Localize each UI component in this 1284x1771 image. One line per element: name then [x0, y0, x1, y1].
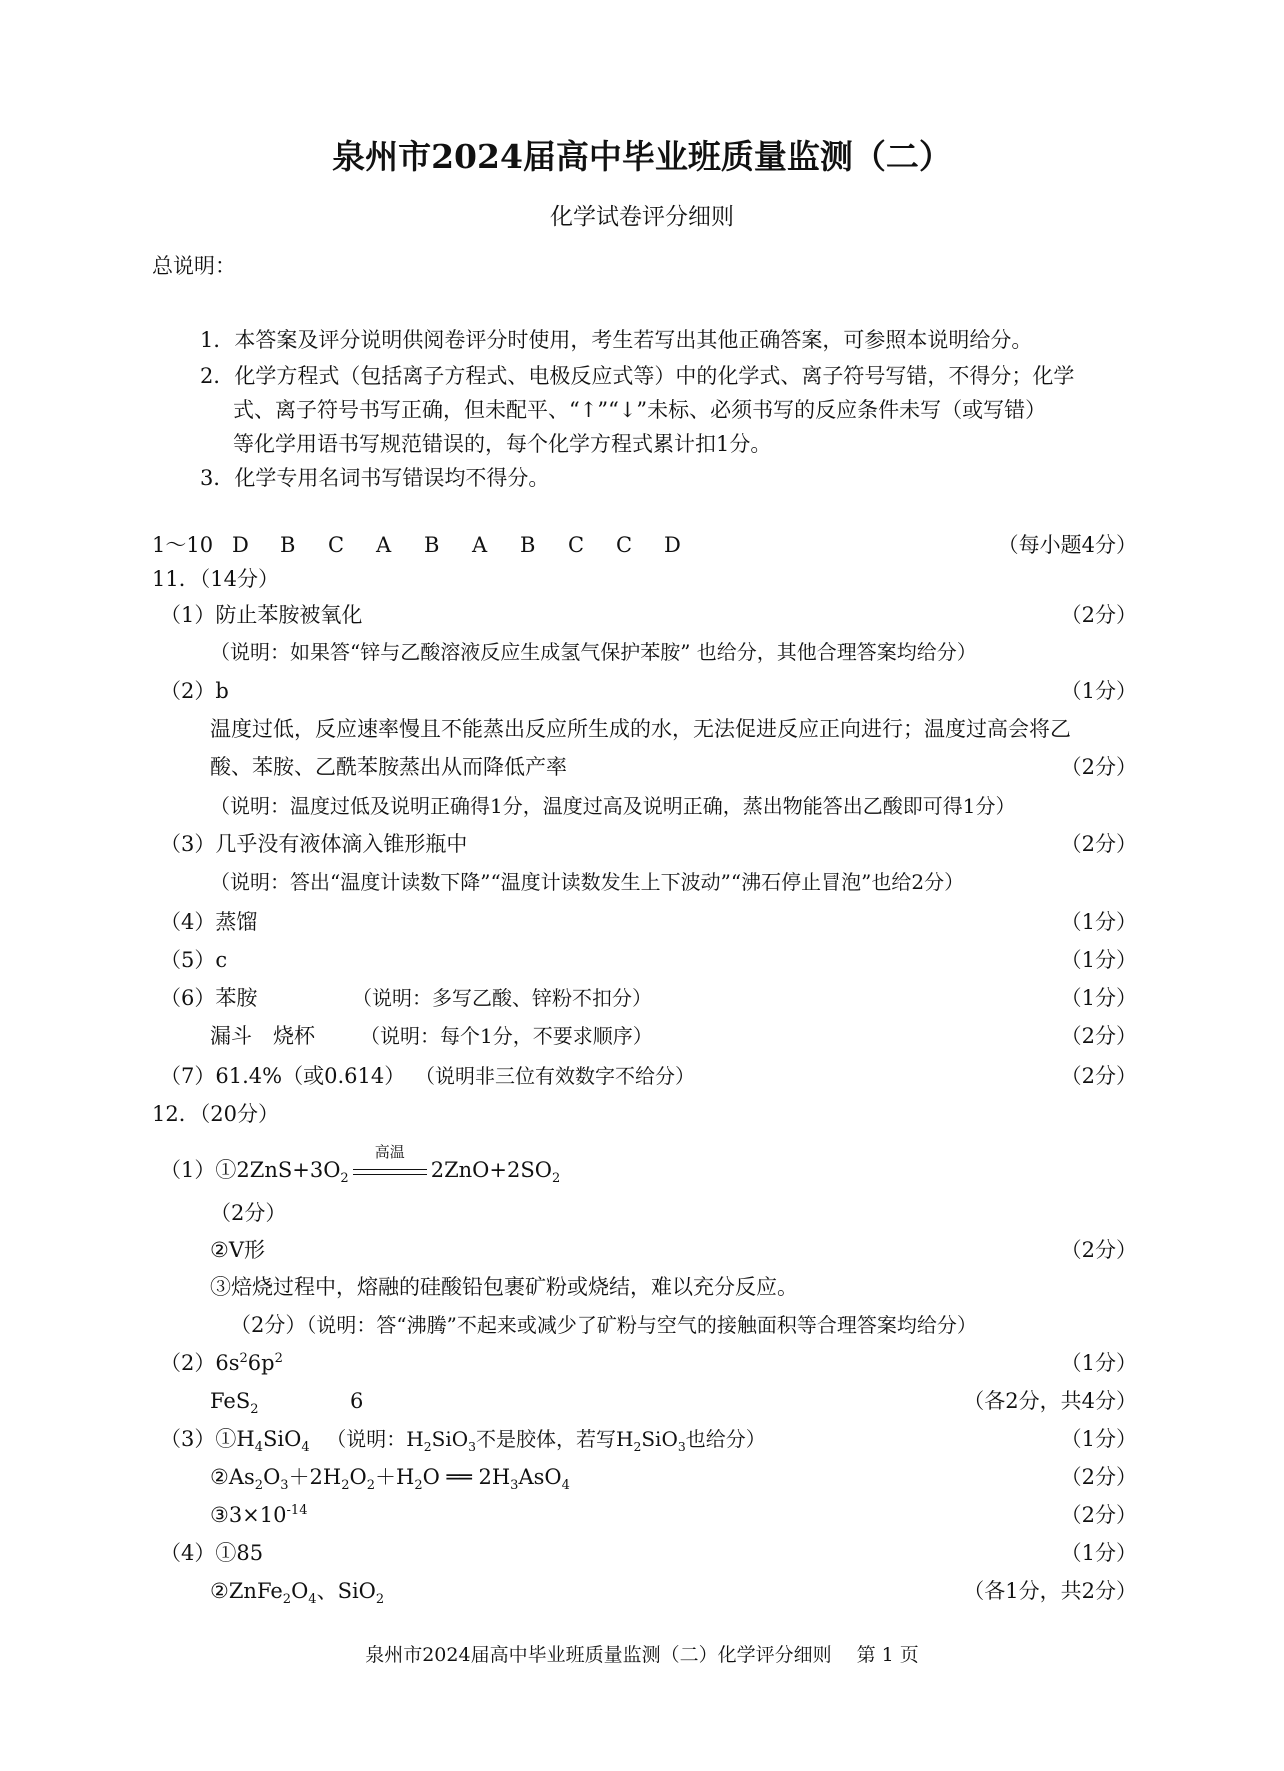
q12-4-a-answer: ①85 [215, 1541, 264, 1565]
q11-3-num: （3） [160, 832, 216, 856]
formula-h: ①H [215, 1427, 255, 1451]
equation-reactants: ①2ZnS+3O [215, 1158, 341, 1182]
page-title: 泉州市2024届高中毕业班质量监测（二） [332, 137, 952, 176]
q11-2-score-2: （2分） [1060, 755, 1137, 779]
note-part: 不是胶体，若写H [476, 1427, 634, 1451]
formula-sub: 2 [250, 1402, 259, 1418]
q11-3 [160, 834, 467, 855]
q12-1-score-b: （2分） [1060, 1238, 1137, 1262]
q11-5-answer: c [215, 948, 228, 972]
q11-1-score: （2分） [1060, 603, 1137, 627]
mc-answers [152, 535, 712, 556]
value-base: ③3×10 [210, 1503, 287, 1527]
q12-2-num: （2） [160, 1351, 216, 1375]
q11-2-answer: b [215, 679, 229, 703]
q12-3-score-b: （2分） [1060, 1465, 1137, 1489]
q12-1-c-line [230, 1315, 977, 1336]
q12-3-score-a: （1分） [1060, 1427, 1137, 1451]
q12-1-c-note: （说明：答“沸腾”不起来或减少了矿粉与空气的接触面积等合理答案均给分） [306, 1313, 977, 1337]
q12-3-score-c: （2分） [1060, 1503, 1137, 1527]
q11-3-note: （说明：答出“温度计读数下降”“温度计读数发生上下波动”“沸石停止冒泡”也给2分） [210, 870, 965, 894]
q11-4-score: （1分） [1060, 910, 1137, 934]
general-item-2-cont2: 等化学用语书写规范错误的，每个化学方程式累计扣1分。 [233, 432, 772, 456]
q12-4-score-b: （各1分，共2分） [963, 1579, 1137, 1603]
q12-1-score-c: （2分） [230, 1313, 307, 1337]
q11-1-answer: 防止苯胺被氧化 [215, 603, 363, 627]
mc-answer-6: A [472, 533, 488, 557]
condition-bar-top [353, 1169, 427, 1170]
formula-sub: 4 [308, 1592, 317, 1608]
formula-part: ②ZnFe [210, 1579, 283, 1603]
q12-heading: 12．（20分） [152, 1102, 279, 1126]
mc-answer-8: C [568, 533, 585, 557]
note-sub: 2 [423, 1439, 432, 1454]
mc-label: 1～10 [152, 533, 214, 557]
q11-7-score: （2分） [1060, 1064, 1137, 1088]
q11-6 [160, 988, 257, 1009]
q12-4-a [160, 1543, 263, 1564]
formula-h-sub: 4 [254, 1440, 263, 1456]
note-sub: 3 [468, 1439, 477, 1454]
q12-3-num: （3） [160, 1427, 216, 1451]
note-part: SiO [641, 1427, 678, 1451]
formula-sub: 2 [375, 1592, 385, 1608]
condition-bar-bottom [353, 1174, 427, 1175]
formula-part: 、SiO [316, 1579, 376, 1603]
q11-2-score: （1分） [1060, 679, 1137, 703]
config-sup-2: 2 [274, 1351, 283, 1366]
page-footer: 泉州市2024届高中毕业班质量监测（二）化学评分细则 第 1 页 [365, 1644, 919, 1666]
q12-1-equation [160, 1142, 561, 1187]
q12-1-c: ③焙烧过程中，熔融的硅酸铅包裹矿粉或烧结，难以充分反应。 [210, 1275, 798, 1299]
q11-4 [160, 912, 257, 933]
q12-1-b: ②V形 [210, 1238, 265, 1262]
q11-1-note: （说明：如果答“锌与乙酸溶液反应生成氢气保护苯胺” 也给分，其他合理答案均给分） [210, 640, 977, 664]
note-sub: 3 [677, 1439, 686, 1454]
general-item-2: 2．化学方程式（包括离子方程式、电极反应式等）中的化学式、离子符号写错，不得分；化学 [200, 364, 1075, 388]
q11-1-num: （1） [160, 603, 216, 627]
mc-answer-5: B [424, 533, 440, 557]
q11-2-explain-1: 温度过低，反应速率慢且不能蒸出反应所生成的水，无法促进反应正向进行；温度过高会将乙 [210, 717, 1071, 741]
q11-6-note: （说明：多写乙酸、锌粉不扣分） [352, 986, 652, 1010]
mc-answer-4: A [376, 533, 392, 557]
q11-2-num: （2） [160, 679, 216, 703]
config-part: 6s [215, 1351, 240, 1375]
q12-2 [160, 1353, 283, 1374]
q11-2 [160, 681, 229, 702]
q12-3-a-note [326, 1427, 766, 1454]
q11-5 [160, 950, 227, 971]
q11-7-answer: 61.4%（或0.614） [215, 1064, 406, 1088]
q11-6-answer-2: 漏斗 烧杯 [210, 1024, 315, 1048]
q11-2-explain-2: 酸、苯胺、乙酰苯胺蒸出从而降低产率 [210, 755, 567, 779]
page-subtitle: 化学试卷评分细则 [550, 204, 734, 230]
formula-sio-sub: 4 [301, 1440, 310, 1456]
q11-4-num: （4） [160, 910, 216, 934]
q12-3-c [210, 1505, 307, 1526]
q11-6-note-2: （说明：每个1分，不要求顺序） [360, 1024, 653, 1048]
note-sub: 2 [633, 1439, 642, 1454]
q11-2-note: （说明：温度过低及说明正确得1分，温度过高及说明正确，蒸出物能答出乙酸即可得1分） [210, 794, 1016, 818]
condition-label: 高温 [374, 1142, 405, 1161]
mc-answer-2: B [280, 533, 296, 557]
q11-6-answer: 苯胺 [215, 986, 258, 1010]
q12-4-num: （4） [160, 1541, 216, 1565]
equation-products-sub: 2 [551, 1171, 561, 1187]
q11-6-score-2: （2分） [1060, 1024, 1137, 1048]
q11-4-answer: 蒸馏 [215, 910, 258, 934]
general-item-1: 1．本答案及评分说明供阅卷评分时使用，考生若写出其他正确答案，可参照本说明给分。 [200, 328, 1033, 352]
general-item-2-cont: 式、离子符号书写正确，但未配平、“↑”“↓”未标、必须书写的反应条件未写（或写错） [233, 398, 1047, 422]
general-heading: 总说明： [152, 254, 236, 278]
reaction-condition [353, 1142, 427, 1183]
formula-part: O [291, 1579, 309, 1603]
formula-sub: 2 [282, 1592, 292, 1608]
formula-sio: SiO [262, 1427, 302, 1451]
note-part: 也给分） [685, 1427, 766, 1451]
mc-answer-9: C [616, 533, 633, 557]
q11-6-score: （1分） [1060, 986, 1137, 1010]
q11-3-answer: 几乎没有液体滴入锥形瓶中 [215, 832, 468, 856]
q12-3-b-equation: $②As_2O_3+2H_2O_2+H_2O$ ══ $2H_3AsO_4$ [210, 1465, 570, 1494]
q11-5-num: （5） [160, 948, 216, 972]
q11-7-num: （7） [160, 1064, 216, 1088]
mc-score: （每小题4分） [997, 533, 1137, 557]
note-part: SiO [431, 1427, 469, 1451]
q11-5-score: （1分） [1060, 948, 1137, 972]
note-part: （说明：H [326, 1427, 424, 1451]
mc-answer-3: C [328, 533, 345, 557]
q11-7 [160, 1066, 405, 1087]
mc-answer-10: D [664, 533, 681, 557]
q11-6-num: （6） [160, 986, 216, 1010]
equation-products: 2ZnO+2SO [430, 1158, 552, 1182]
mc-answer-7: B [520, 533, 536, 557]
q12-2-value: 6 [350, 1389, 364, 1413]
q12-4-b [210, 1579, 385, 1608]
q11-7-note: （说明非三位有效数字不给分） [415, 1064, 695, 1088]
config-part-2: 6p [247, 1351, 275, 1375]
q12-1-num: （1） [160, 1158, 216, 1182]
formula-base: FeS [210, 1389, 251, 1413]
q12-2-formula [210, 1389, 259, 1418]
mc-answer-1: D [232, 533, 249, 557]
q11-heading: 11．（14分） [152, 567, 279, 591]
config-sup: 2 [239, 1351, 248, 1366]
general-item-3: 3．化学专用名词书写错误均不得分。 [200, 466, 550, 490]
value-exponent: -14 [286, 1503, 308, 1518]
q11-1 [160, 605, 362, 626]
q12-3-a [160, 1427, 766, 1456]
q12-4-score-a: （1分） [1060, 1541, 1137, 1565]
q12-1-score-a: （2分） [210, 1201, 287, 1225]
q12-2-score: （1分） [1060, 1351, 1137, 1375]
q12-2-score-2: （各2分，共4分） [963, 1389, 1137, 1413]
equation-sub: 2 [340, 1171, 349, 1187]
q11-3-score: （2分） [1060, 832, 1137, 856]
